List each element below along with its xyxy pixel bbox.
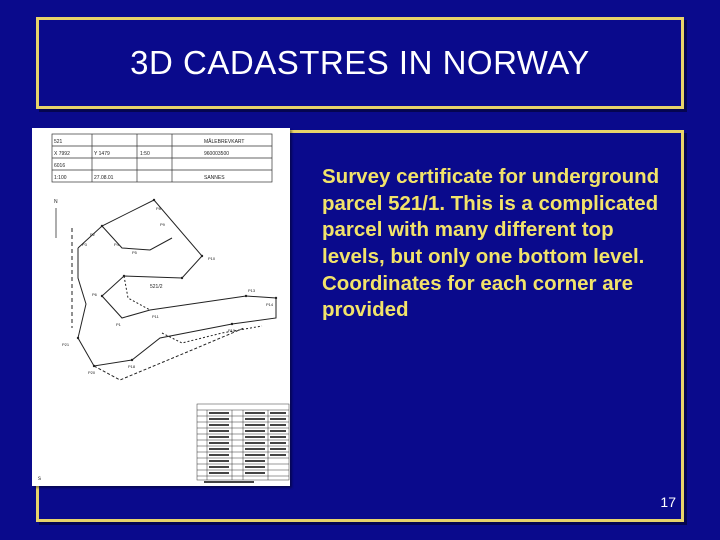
doc-header-title: MÅLEBREVKART <box>204 139 245 145</box>
svg-text:X 7992: X 7992 <box>54 151 70 157</box>
svg-text:P20: P20 <box>88 370 96 375</box>
svg-text:1:100: 1:100 <box>54 175 67 181</box>
svg-text:27.08.01: 27.08.01 <box>94 175 114 181</box>
svg-text:P8: P8 <box>156 206 161 211</box>
svg-text:Y 1479: Y 1479 <box>94 151 110 157</box>
svg-text:521: 521 <box>54 139 63 145</box>
survey-certificate-drawing <box>32 128 290 486</box>
svg-text:P4: P4 <box>114 242 119 247</box>
survey-certificate-image <box>32 128 290 486</box>
doc-parcel-center-label: 521/2 <box>150 284 163 290</box>
svg-text:P13: P13 <box>248 288 256 293</box>
svg-text:P9: P9 <box>160 222 165 227</box>
doc-header-number: 960003500 <box>204 151 230 157</box>
svg-text:P6: P6 <box>92 292 97 297</box>
svg-text:N: N <box>54 199 58 205</box>
svg-text:1:50: 1:50 <box>140 151 150 157</box>
svg-text:P2: P2 <box>90 232 95 237</box>
svg-text:P1: P1 <box>116 322 121 327</box>
svg-text:P10: P10 <box>208 256 216 261</box>
svg-text:P21: P21 <box>62 342 70 347</box>
svg-text:P15: P15 <box>228 328 236 333</box>
svg-text:s: s <box>38 476 41 482</box>
svg-text:P3: P3 <box>82 242 87 247</box>
svg-text:P14: P14 <box>266 302 274 307</box>
svg-text:P18: P18 <box>128 364 136 369</box>
svg-text:P11: P11 <box>152 314 159 319</box>
title-frame <box>36 17 684 109</box>
svg-text:6016: 6016 <box>54 163 66 169</box>
slide-body-text: Survey certificate for underground parcel 521/1. This is a complicated parcel with many different top levels, but only one bottom level. Coordinates for each corner are provided <box>322 165 660 322</box>
svg-text:SANNES: SANNES <box>204 175 225 181</box>
svg-text:P5: P5 <box>132 250 137 255</box>
page-number: 17 <box>660 494 676 510</box>
slide-title: 3D CADASTRES IN NORWAY <box>130 44 590 81</box>
